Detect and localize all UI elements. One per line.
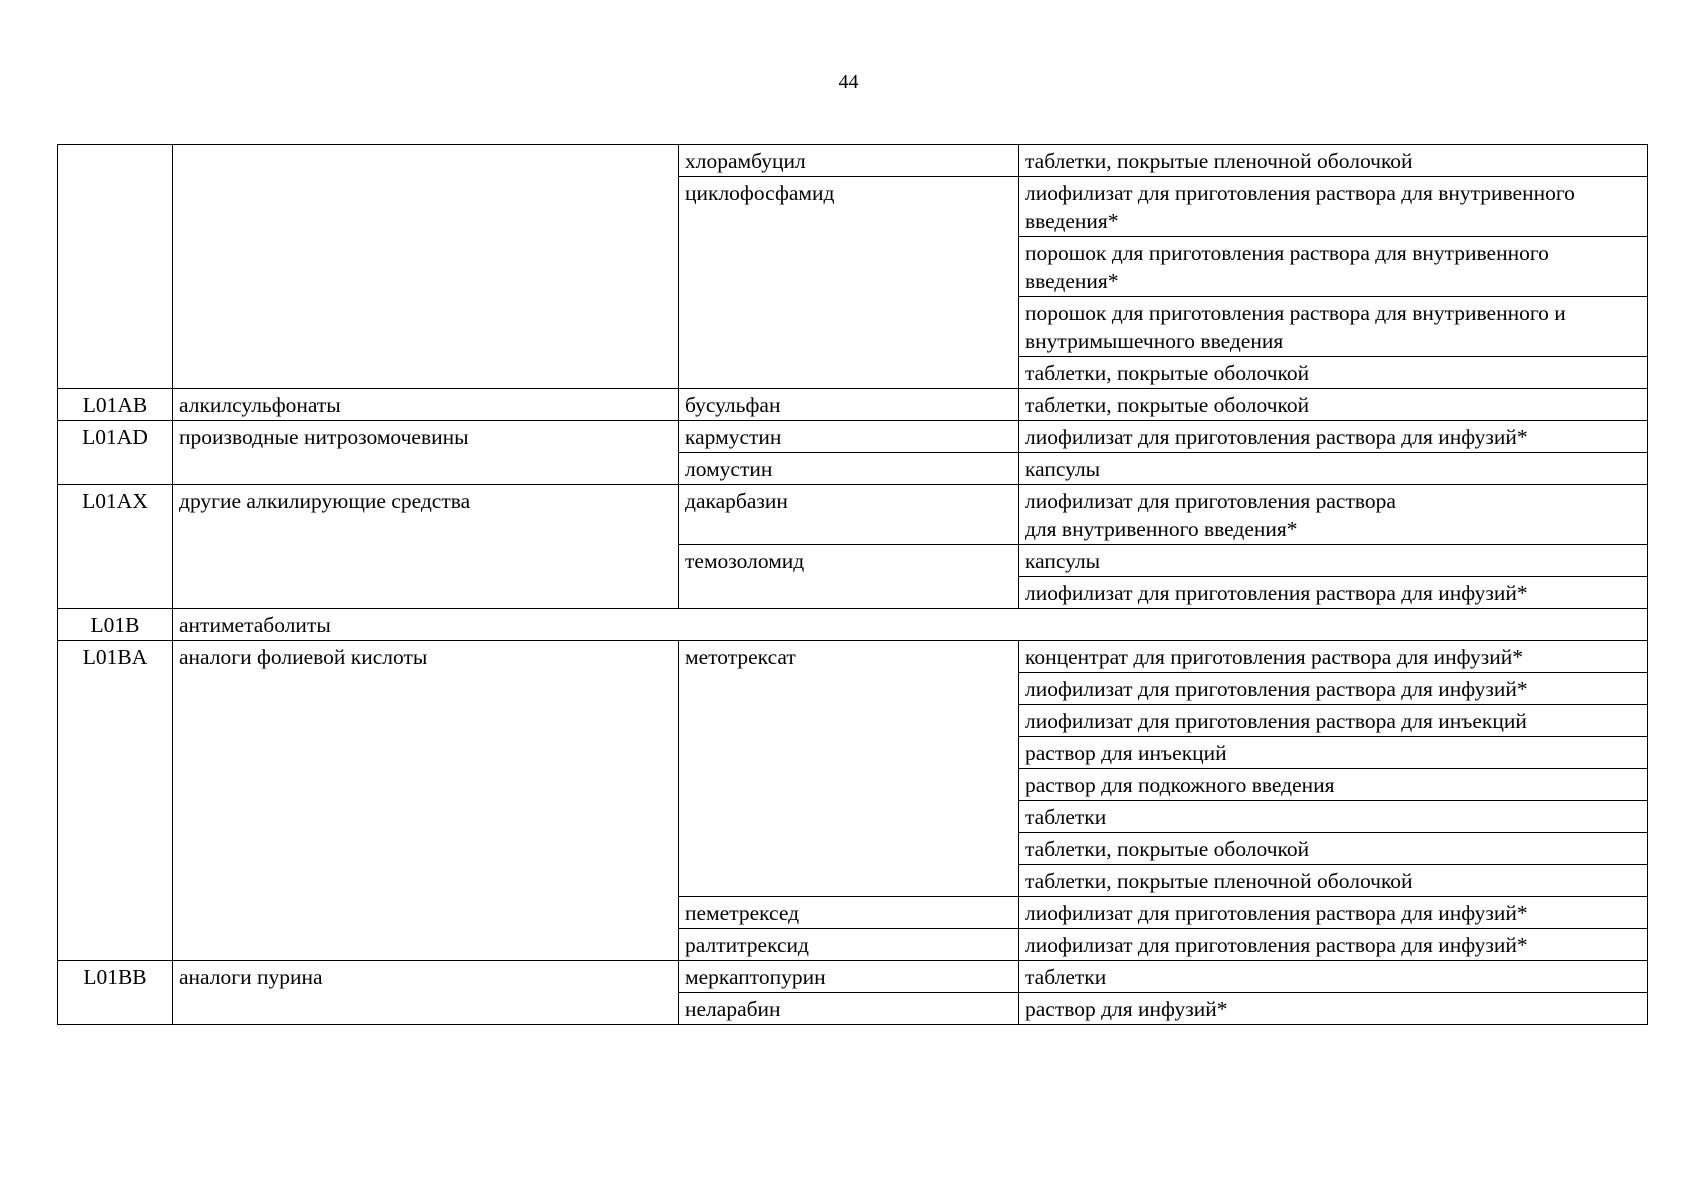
table-row (58, 609, 1648, 641)
group-cell: другие алкилирующие средства (173, 485, 679, 609)
group-cell: антиметаболиты (173, 609, 1648, 641)
table-row (58, 485, 1648, 545)
form-cell: лиофилизат для приготовления раствора для инъекций (1019, 705, 1648, 737)
drug-cell: ралтитрексид (679, 929, 1019, 961)
form-cell: таблетки (1019, 961, 1648, 993)
form-cell: раствор для инфузий* (1019, 993, 1648, 1025)
form-cell: порошок для приготовления раствора для внутривенного введения* (1019, 237, 1648, 297)
atc-code-cell: L01B (58, 609, 173, 641)
drug-cell: циклофосфамид (679, 177, 1019, 389)
table-row (58, 421, 1648, 453)
form-line: для внутривенного введения* (1025, 517, 1298, 541)
drug-cell: дакарбазин (679, 485, 1019, 545)
table-row (58, 389, 1648, 421)
form-cell: лиофилизат для приготовления раствора для инфузий* (1019, 897, 1648, 929)
form-cell: капсулы (1019, 545, 1648, 577)
atc-code-cell: L01AX (58, 485, 173, 609)
form-cell (1019, 485, 1648, 545)
form-cell: капсулы (1019, 453, 1648, 485)
drug-cell: бусульфан (679, 389, 1019, 421)
table-row (58, 641, 1648, 673)
group-cell: аналоги пурина (173, 961, 679, 1025)
drug-cell: метотрексат (679, 641, 1019, 897)
form-cell: лиофилизат для приготовления раствора для внутривенного введения* (1019, 177, 1648, 237)
form-cell: таблетки, покрытые оболочкой (1019, 389, 1648, 421)
form-cell: лиофилизат для приготовления раствора для инфузий* (1019, 421, 1648, 453)
drug-cell: кармустин (679, 421, 1019, 453)
drug-cell: пеметрексед (679, 897, 1019, 929)
drug-cell: хлорамбуцил (679, 145, 1019, 177)
table-row (58, 145, 1648, 177)
form-cell: лиофилизат для приготовления раствора для инфузий* (1019, 673, 1648, 705)
form-line: лиофилизат для приготовления раствора (1025, 489, 1396, 513)
page-number: 44 (838, 71, 859, 93)
form-cell: таблетки (1019, 801, 1648, 833)
atc-code-cell (58, 145, 173, 389)
drug-table (57, 144, 1648, 1025)
table-row (58, 961, 1648, 993)
form-cell: порошок для приготовления раствора для внутривенного и внутримышечного введения (1019, 297, 1648, 357)
drug-cell: темозоломид (679, 545, 1019, 609)
group-cell: аналоги фолиевой кислоты (173, 641, 679, 961)
form-cell: лиофилизат для приготовления раствора для инфузий* (1019, 929, 1648, 961)
group-cell (173, 145, 679, 389)
atc-code-cell: L01BA (58, 641, 173, 961)
group-cell: производные нитрозомочевины (173, 421, 679, 485)
atc-code-cell: L01AB (58, 389, 173, 421)
form-cell: раствор для инъекций (1019, 737, 1648, 769)
form-cell: концентрат для приготовления раствора для инфузий* (1019, 641, 1648, 673)
drug-cell: ломустин (679, 453, 1019, 485)
form-cell: таблетки, покрытые пленочной оболочкой (1019, 145, 1648, 177)
form-cell: таблетки, покрытые оболочкой (1019, 833, 1648, 865)
group-cell: алкилсульфонаты (173, 389, 679, 421)
form-cell: лиофилизат для приготовления раствора для инфузий* (1019, 577, 1648, 609)
atc-code-cell: L01AD (58, 421, 173, 485)
drug-cell: неларабин (679, 993, 1019, 1025)
drug-cell: меркаптопурин (679, 961, 1019, 993)
form-cell: таблетки, покрытые оболочкой (1019, 357, 1648, 389)
form-cell: раствор для подкожного введения (1019, 769, 1648, 801)
atc-code-cell: L01BB (58, 961, 173, 1025)
form-cell: таблетки, покрытые пленочной оболочкой (1019, 865, 1648, 897)
